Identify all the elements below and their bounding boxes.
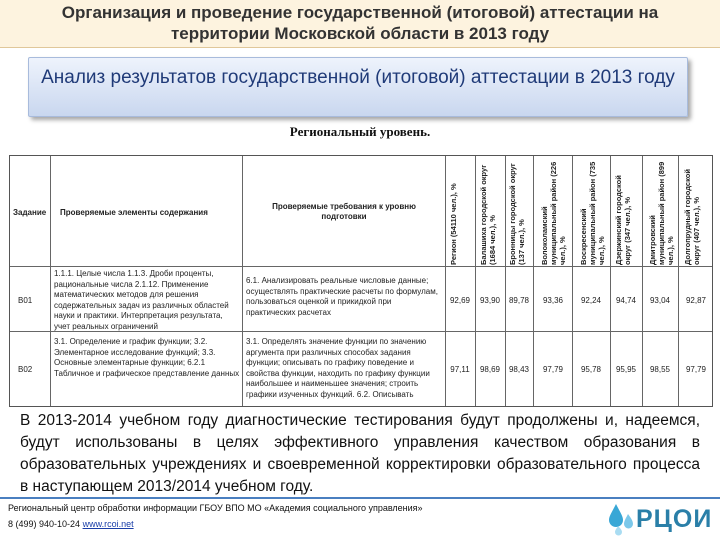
water-drops-icon [606,500,636,538]
level-label: Региональный уровень. [289,124,431,139]
footer-website-link[interactable]: www.rcoi.net [82,519,134,529]
row-1-value-bronnitsy: 89,78 [508,296,530,305]
header-col-balashikha: Балашиха городской округ (1684 чел.), % [479,164,497,265]
rcoi-logo [606,500,716,538]
results-table [9,155,713,407]
header-col-dmitrov: Дмитровский муниципальный район (899 чел.), % [648,161,675,265]
header-elements: Проверяемые элементы содержания [60,208,208,217]
header-col-dzerzhinsky: Дзержинский городской округ (347 чел.), % [614,175,632,265]
subtitle-box [28,57,688,117]
header-col-region: Регион (54110 чел.), % [449,183,458,265]
row-2-elements: 3.1. Определение и график функции; 3.2. Элементарное исследование функций; 3.3. Основные элементарные функции; 6.2.1 Табличное и графическое представление данных [54,337,240,378]
header-col-bronnitsy: Бронницы городской округ (137 чел.), % [508,163,526,265]
footer-phone: 8 (499) 940-10-24 [8,519,81,529]
header-bar [0,0,720,48]
row-1-elements: 1.1.1. Целые числа 1.1.3. Дроби проценты, рациональные числа 2.1.12. Применение математических методов для решения содержательных задач из различных областей науки и практики. Интерпретация результата, учет реальных ограничений [54,269,229,331]
row-1-value-balashikha: 93,90 [479,296,501,305]
row-2-task: В02 [18,365,33,374]
header-requirements: Проверяемые требования к уровню подготовки [272,202,416,221]
footer-contact [8,519,134,529]
row-2-value-dzerzhinsky: 95,95 [615,365,637,374]
row-2-requirements: 3.1. Определять значение функции по значению аргумента при различных способах задания функции; описывать по графику поведение и свойства функции, находить по графику функции наибольшее и наименьшее значения; строить графики изученных функций. 6.2. Описывать [246,337,430,399]
row-2-value-volokolamsk: 97,79 [542,365,564,374]
conclusion-text: В 2013-2014 учебном году диагностические тестирования будут продолжены и, надеемся, будут использованы в целях эффективного управления качеством образования в образовательных учреждениях и своевременной корректировки образовательного процесса в наступающем 2013/2014 учебном году. [20,412,700,495]
row-1-value-dmitrov: 93,04 [649,296,671,305]
row-2-value-region: 97,11 [450,365,470,374]
row-1-value-dzerzhinsky: 94,74 [615,296,637,305]
row-1-requirements: 6.1. Анализировать реальные числовые данные; осуществлять практические расчеты по формулам, пользоваться оценкой и прикидкой при практических расчетах [246,276,438,317]
slide-title: Организация и проведение государственной (итоговой) аттестации на территории Московской области в 2013 году [61,3,659,43]
row-2-value-bronnitsy: 98,43 [508,365,530,374]
header-col-dolgoprudny: Долгопрудный городской округ (407 чел.), % [683,169,701,265]
header-col-volokolamsk: Волоколамский муниципальный район (226 чел.), % [540,161,567,265]
row-1-value-volokolamsk: 93,36 [542,296,564,305]
row-2-value-dolgoprudny: 97,79 [685,365,707,374]
row-1-value-dolgoprudny: 92,87 [685,296,707,305]
subtitle: Анализ результатов государственной (итоговой) аттестации в 2013 году [41,67,675,88]
row-1-task: В01 [18,296,33,305]
logo-text: РЦОИ [636,505,713,533]
footer-org: Региональный центр обработки информации ГБОУ ВПО МО «Академия социального управления» [8,503,423,513]
footer-divider [0,497,720,499]
row-2-value-balashikha: 98,69 [479,365,501,374]
header-col-voskresensk: Воскресенский муниципальный район (735 чел.), % [579,161,606,265]
row-1-value-region: 92,69 [449,296,471,305]
row-1-value-voskresensk: 92,24 [580,296,602,305]
header-task: Задание [13,208,47,217]
row-2-value-dmitrov: 98,55 [649,365,671,374]
row-2-value-voskresensk: 95,78 [580,365,602,374]
